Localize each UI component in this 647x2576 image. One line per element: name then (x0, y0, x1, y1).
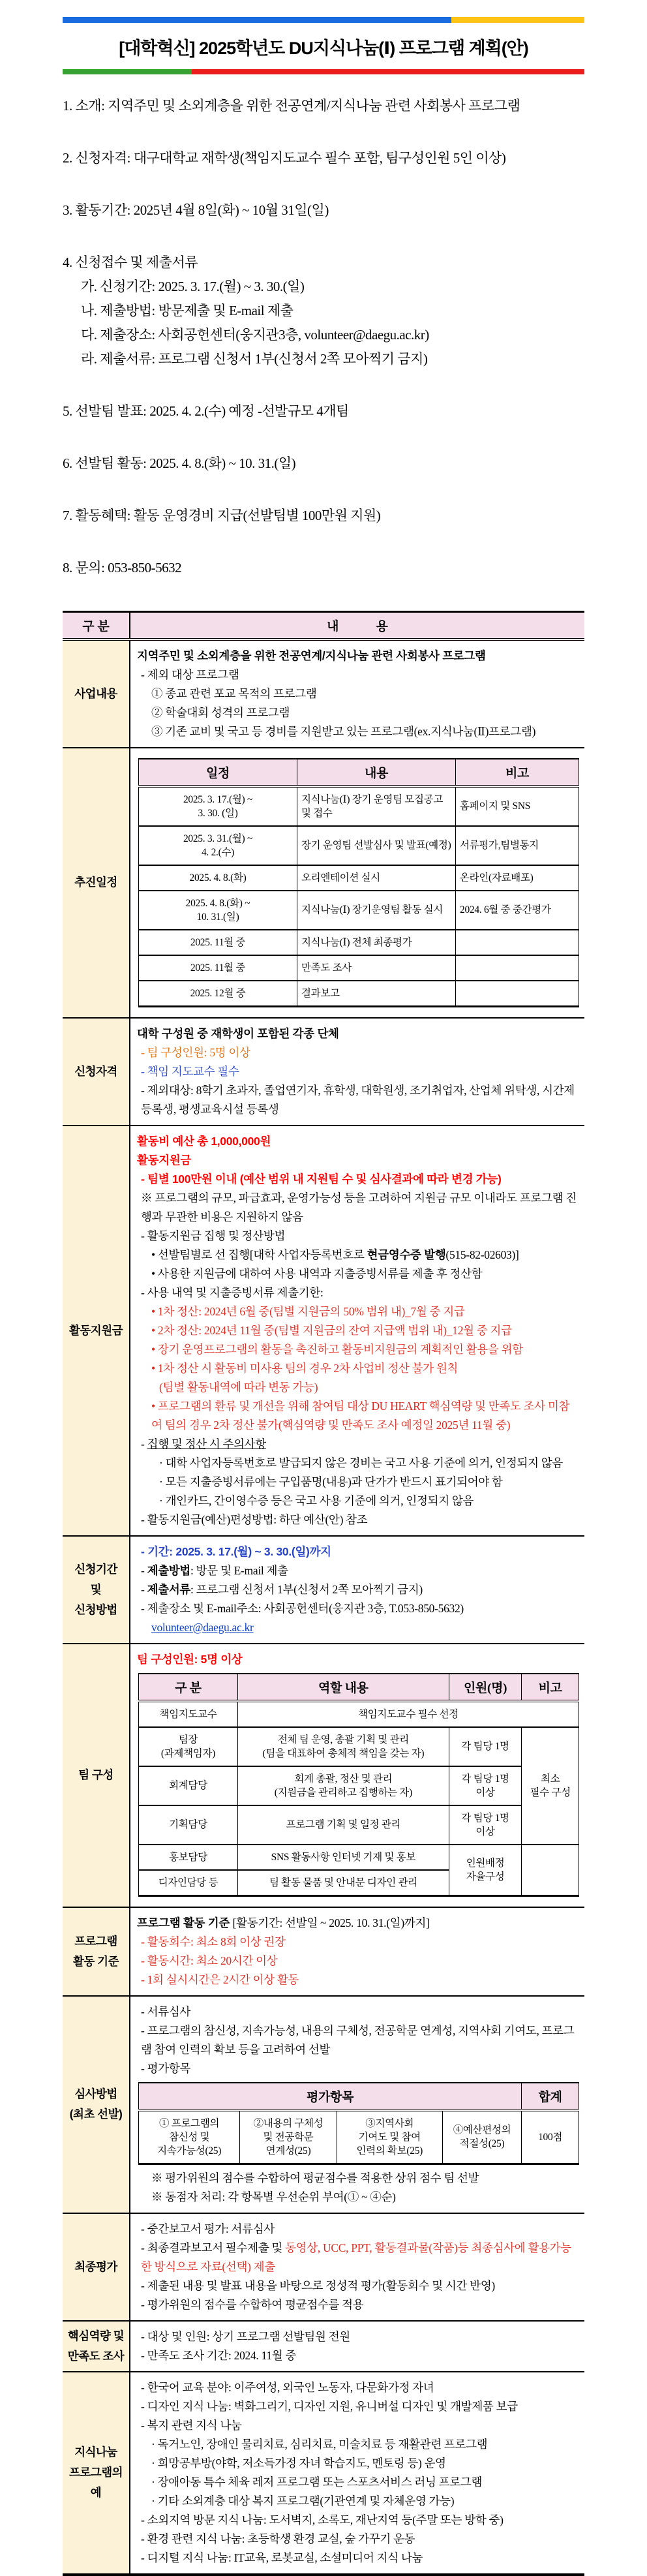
inner-header-cell: 평가항목 (139, 2083, 522, 2110)
intro-item: 8. 문의: 053-850-5632 (63, 560, 182, 575)
content-line (136, 1914, 579, 1933)
title-underline-bar (63, 69, 584, 74)
content-line (136, 2327, 579, 2346)
text-segment: - 활동시간: 최소 20시간 이상 (141, 1954, 278, 1967)
text-segment: 현금영수증 발행 (367, 1248, 446, 1261)
content-line (136, 1618, 579, 1637)
inner-cell: 만족도 조사 (297, 955, 456, 981)
top-accent-bar (63, 17, 584, 23)
text-segment: : 방문 및 E-mail 제출 (190, 1563, 288, 1577)
text-segment: 활동지원금 (137, 1153, 192, 1167)
inner-cell (456, 955, 579, 981)
inner-cell: 지식나눔(Ⅰ) 장기 운영팀 모집공고 및 접수 (297, 786, 456, 826)
inner-cell: 결과보고 (297, 981, 456, 1007)
email-link[interactable]: volunteer@daegu.ac.kr (151, 1620, 254, 1634)
text-segment: - 환경 관련 지식 나눔: 초등학생 환경 교실, 숲 가꾸기 운동 (141, 2532, 415, 2545)
inner-cell: 100점 (522, 2110, 579, 2164)
text-segment: · 희망공부방(야학, 저소득가정 자녀 학습지도, 멘토링 등) 운영 (151, 2456, 446, 2470)
row-content (130, 1536, 584, 1644)
inner-row (139, 891, 579, 930)
inner-cell: 장기 운영팀 선발심사 및 발표(예정) (297, 826, 456, 865)
row-label: 활동지원금 (63, 1126, 130, 1536)
row-content (130, 2213, 584, 2321)
text-segment: ③ 기존 교비 및 국고 등 경비를 지원받고 있는 프로그램(ex.지식나눔(Ⅱ)프로그램) (151, 724, 536, 738)
content-line (136, 1302, 579, 1321)
content-line (136, 1265, 579, 1283)
intro-item: 1. 소개: 지역주민 및 소외계층을 위한 전공연계/지식나눔 관련 사회봉사 프로그램 (63, 98, 520, 114)
inner-header-cell: 역할 내용 (237, 1674, 449, 1701)
inner-row (139, 930, 579, 955)
inner-header-cell: 비고 (456, 759, 579, 786)
inner-row (139, 786, 579, 826)
text-segment: 대학 구성원 중 재학생이 포함된 각종 단체 (137, 1026, 339, 1040)
content-line (136, 1227, 579, 1246)
row-content (130, 639, 584, 748)
content-line (136, 1246, 579, 1265)
text-segment: - (141, 1582, 147, 1596)
intro-item: 5. 선발팀 발표: 2025. 4. 2.(수) 예정 -선발규모 4개팀 (63, 403, 349, 419)
intro-item: 가. 신청기간: 2025. 3. 17.(월) ~ 3. 30.(일) (81, 279, 305, 294)
content-line (136, 1189, 579, 1227)
content-line (136, 1970, 579, 1989)
content-line (136, 2002, 579, 2021)
text-segment: · 장애아동 특수 체육 레저 프로그램 또는 스포츠서비스 러닝 프로그램 (151, 2475, 483, 2489)
text-segment: - 서류심사 (141, 2004, 191, 2018)
inner-row (139, 955, 579, 981)
content-line (136, 703, 579, 722)
text-segment: - 사용 내역 및 지출증빙서류 제출기한: (141, 1285, 324, 1299)
content-line (136, 1024, 579, 1043)
row-label: 신청기간 및 신청방법 (63, 1536, 130, 1644)
text-segment: - 활동회수: 최소 8회 이상 권장 (141, 1935, 286, 1948)
content-line (136, 647, 579, 666)
content-line (136, 1561, 579, 1580)
content-line (136, 2397, 579, 2416)
text-segment: ※ 평가위원의 점수를 수합하여 평균점수를 적용한 상위 점수 팀 선발 (151, 2171, 479, 2185)
text-segment: - 기간: 2025. 3. 17.(월) ~ 3. 30.(일)까지 (141, 1544, 331, 1558)
inner-cell: 기획담당 (139, 1805, 238, 1845)
inner-row (139, 826, 579, 865)
row-content (130, 2321, 584, 2372)
content-line (136, 1170, 579, 1189)
table-row (63, 1644, 584, 1907)
inner-cell: 팀장 (과제책임자) (139, 1727, 238, 1766)
text-segment: (팀별 활동내역에 따라 변동 가능) (159, 1380, 318, 1394)
document-page (63, 0, 584, 2576)
content-line (136, 1132, 579, 1151)
table-row (63, 639, 584, 748)
text-segment: (515-82-02603)] (445, 1248, 519, 1261)
content-line (136, 2346, 579, 2365)
text-segment: - 제외 대상 프로그램 (141, 667, 239, 681)
inner-cell: 최소 필수 구성 (522, 1727, 579, 1845)
text-segment: • 2차 정산: 2024년 11월 중(팀별 지원금의 잔여 지급액 범위 내)_12월 중 지급 (151, 1323, 512, 1337)
intro-item: 2. 신청자격: 대구대학교 재학생(책임지도교수 필수 포함, 팀구성인원 5인 이상) (63, 150, 506, 166)
inner-cell: 인원배정 자율구성 (449, 1845, 521, 1896)
text-segment: • 1차 정산: 2024년 6월 중(팀별 지원금의 50% 범위 내)_7월 중 지급 (151, 1304, 465, 1318)
inner-cell: 지식나눔(Ⅰ) 장기운영팀 활동 실시 (297, 891, 456, 930)
text-segment: - 디자인 지식 나눔: 벽화그리기, 디자인 지원, 유니버설 디자인 및 개발제품 보급 (141, 2399, 518, 2413)
inner-cell: 2025. 11월 중 (139, 955, 297, 981)
row-content (130, 1907, 584, 1996)
inner-row (139, 1845, 579, 1870)
inner-cell: SNS 활동사항 인터넷 기재 및 홍보 (237, 1845, 449, 1870)
row-label: 최종평가 (63, 2213, 130, 2321)
content-line (136, 2435, 579, 2454)
content-line (136, 1454, 579, 1473)
text-segment: - 만족도 조사 기간: 2024. 11월 중 (141, 2348, 297, 2362)
text-segment: - (141, 1437, 147, 1450)
inner-cell: 2025. 11월 중 (139, 930, 297, 955)
table-row (63, 1996, 584, 2213)
text-segment: 제출서류 (147, 1582, 191, 1596)
row-label: 심사방법 (최초 선발) (63, 1996, 130, 2213)
table-row (63, 1018, 584, 1126)
content-line (136, 1933, 579, 1952)
text-segment: - 소외지역 방문 지식 나눔: 도서벽지, 소록도, 재난지역 등(주말 또는 방학 중) (141, 2513, 504, 2526)
row-content (130, 1126, 584, 1536)
inner-cell: 각 팀당 1명 이상 (449, 1766, 521, 1805)
content-line (136, 2416, 579, 2435)
row-label: 팀 구성 (63, 1644, 130, 1907)
inner-header-cell: 구 분 (139, 1674, 238, 1701)
inner-cell: 책임지도교수 (139, 1701, 238, 1727)
content-line (136, 2511, 579, 2530)
inner-cell (456, 930, 579, 955)
content-line (136, 1283, 579, 1302)
text-segment: - 제외대상: 8학기 초과자, 졸업연기자, 휴학생, 대학원생, 조기취업자, 산업체 위탁생, 시간제 등록생, 평생교육시설 등록생 (141, 1083, 575, 1116)
content-line (136, 1650, 579, 1669)
inner-cell (456, 981, 579, 1007)
inner-cell: 2025. 3. 31.(월) ~ 4. 2.(수) (139, 826, 297, 865)
content-line (136, 1081, 579, 1119)
inner-cell: 2024. 6월 중 중간평가 (456, 891, 579, 930)
text-segment: - 대상 및 인원: 상기 프로그램 선발팀원 전원 (141, 2329, 350, 2343)
text-segment: • 프로그램의 환류 및 개선을 위해 참여팀 대상 DU HEART 핵심역량 및 만족도 조사 미참여 팀의 경우 2차 정산 불가(핵심역량 및 만족도 조사 예정일 2025년 11월 중) (151, 1399, 570, 1432)
top-bar-yellow-segment (451, 17, 584, 23)
header-cell-category: 구 분 (63, 612, 130, 639)
intro-item: 3. 활동기간: 2025년 4월 8일(화) ~ 10월 31일(일) (63, 202, 329, 218)
content-line (136, 2295, 579, 2314)
text-segment: 프로그램 활동 기준 (137, 1916, 233, 1929)
text-segment: · 개인카드, 간이영수증 등은 국고 사용 기준에 의거, 인정되지 않음 (159, 1494, 474, 1507)
table-row (63, 1907, 584, 1996)
text-segment: ※ 동점자 처리: 각 항목별 우선순위 부여(① ~ ④순) (151, 2190, 396, 2203)
text-segment: - 평가위원의 점수를 수합하여 평균점수를 적용 (141, 2297, 364, 2311)
main-table-body (63, 639, 584, 2575)
text-segment: 활동비 예산 총 1,000,000원 (137, 1134, 271, 1148)
inner-header-row (139, 1674, 579, 1701)
content-line (136, 2220, 579, 2239)
content-line (136, 2188, 579, 2207)
top-bar-blue-segment (63, 17, 451, 23)
text-segment: • 사용한 지원금에 대하여 사용 내역과 지출증빙서류를 제출 후 정산함 (151, 1266, 483, 1280)
text-segment: - 팀별 100만원 이내 (예산 범위 내 지원팀 수 및 심사결과에 따라 변경 가능) (141, 1172, 502, 1186)
intro-item: 다. 제출장소: 사회공헌센터(웅지관3층, volunteer@daegu.ac.kr) (81, 327, 429, 343)
inner-cell: 디자인담당 등 (139, 1870, 238, 1896)
text-segment: ② 학술대회 성격의 프로그램 (151, 705, 290, 719)
table-row (63, 2213, 584, 2321)
content-line (136, 1492, 579, 1510)
inner-cell: 회계담당 (139, 1766, 238, 1805)
row-content (130, 1644, 584, 1907)
content-line (136, 1062, 579, 1081)
content-line (136, 1435, 579, 1454)
content-line (136, 684, 579, 703)
page-title: [대학혁신] 2025학년도 DU지식나눔(Ⅰ) 프로그램 계획(안) (119, 38, 528, 58)
inner-cell: ②내용의 구체성 및 전공학문 연계성(25) (240, 2110, 337, 2164)
inner-cell: 전체 팀 운영, 총괄 기획 및 관리 (팀을 대표하여 총체적 책임을 갖는 자) (237, 1727, 449, 1766)
text-segment: - 평가항목 (141, 2061, 191, 2075)
content-line (136, 2277, 579, 2295)
text-segment: - 최종결과보고서 필수제출 및 (141, 2241, 286, 2254)
inner-cell: 홍보담당 (139, 1845, 238, 1870)
table-header-row (63, 612, 584, 639)
content-line (136, 2021, 579, 2059)
text-segment: 집행 및 정산 시 주의사항 (147, 1437, 266, 1450)
text-segment: 지역주민 및 소외계층을 위한 전공연계/지식나눔 관련 사회봉사 프로그램 (137, 649, 486, 662)
inner-header-row (139, 759, 579, 786)
text-segment: - 책임 지도교수 필수 (141, 1064, 239, 1078)
table-row (63, 1126, 584, 1536)
content-line (136, 2530, 579, 2549)
inner-header-cell: 비고 (522, 1674, 579, 1701)
content-line (136, 722, 579, 741)
intro-item: 4. 신청접수 및 제출서류 (63, 254, 198, 270)
inner-cell: 온라인(자료배포) (456, 865, 579, 891)
text-segment: · 모든 지출증빙서류에는 구입품명(내용)과 단가가 반드시 표기되어야 함 (159, 1475, 503, 1488)
row-content (130, 2372, 584, 2575)
inner-header-cell: 내용 (297, 759, 456, 786)
program-detail-table (63, 611, 584, 2576)
inner-table-schedule (138, 758, 579, 1007)
inner-header-row (139, 2083, 579, 2110)
content-line (136, 2239, 579, 2277)
content-line (136, 1397, 579, 1435)
content-line (136, 1510, 579, 1529)
inner-cell: 프로그램 기획 및 일정 관리 (237, 1805, 449, 1845)
row-label: 핵심역량 및 만족도 조사 (63, 2321, 130, 2372)
row-label: 신청자격 (63, 1018, 130, 1126)
inner-cell: 홈페이지 및 SNS (456, 786, 579, 826)
inner-row (139, 865, 579, 891)
row-label: 사업내용 (63, 639, 130, 748)
text-segment: • 장기 운영프로그램의 활동을 촉진하고 활동비지원금의 계획적인 활용을 위함 (151, 1342, 523, 1356)
inner-cell: 회계 총괄, 정산 및 관리 (지원금을 관리하고 집행하는 자) (237, 1766, 449, 1805)
inner-cell: 서류평가,팀별통지 (456, 826, 579, 865)
text-segment: · 독거노인, 장애인 물리치료, 심리치료, 미술치료 등 재활관련 프로그램 (151, 2437, 488, 2451)
text-segment: - 디지털 지식 나눔: IT교육, 로봇교실, 소셜미디어 지식 나눔 (141, 2551, 423, 2564)
inner-row (139, 2110, 579, 2164)
underline-bar-green-segment (63, 69, 192, 74)
inner-table-eval (138, 2082, 579, 2165)
content-line (136, 1542, 579, 1561)
inner-cell: 2025. 12월 중 (139, 981, 297, 1007)
text-segment: - (141, 1563, 147, 1577)
inner-cell: 팀 활동 물품 및 안내문 디자인 관리 (237, 1870, 449, 1896)
inner-cell: 책임지도교수 필수 선정 (237, 1701, 579, 1727)
text-segment: - 프로그램의 참신성, 지속가능성, 내용의 구체성, 전공학문 연계성, 지역사회 기여도, 프로그램 참여 인력의 확보 등을 고려하여 선발 (141, 2023, 575, 2056)
inner-cell (522, 1845, 579, 1896)
text-segment: · 기타 소외계층 대상 복지 프로그램(기관연계 및 자체운영 가능) (151, 2494, 455, 2507)
intro-list (63, 97, 584, 577)
inner-row (139, 1701, 579, 1727)
inner-row (139, 1766, 579, 1805)
text-segment: - 제출장소 및 E-mail주소: 사회공헌센터(웅지관 3층, T.053-850-5632) (141, 1601, 464, 1615)
inner-cell: 각 팀당 1명 이상 (449, 1805, 521, 1845)
content-line (136, 2454, 579, 2473)
intro-item: 라. 제출서류: 프로그램 신청서 1부(신청서 2쪽 모아찍기 금지) (81, 351, 428, 367)
text-segment: - 활동지원금 집행 및 정산방법 (141, 1229, 286, 1242)
inner-cell: 오리엔테이션 실시 (297, 865, 456, 891)
content-line (136, 1321, 579, 1340)
content-line (136, 2378, 579, 2397)
row-label: 프로그램 활동 기준 (63, 1907, 130, 1996)
text-segment: - 한국어 교육 분야: 이주여성, 외국인 노동자, 다문화가정 자녀 (141, 2380, 434, 2394)
text-segment: - 복지 관련 지식 나눔 (141, 2418, 242, 2432)
inner-cell: 지식나눔(Ⅰ) 전체 최종평가 (297, 930, 456, 955)
table-row (63, 2372, 584, 2575)
intro-item: 6. 선발팀 활동: 2025. 4. 8.(화) ~ 10. 31.(일) (63, 455, 296, 471)
content-line (136, 1359, 579, 1378)
text-segment: - 중간보고서 평가: 서류심사 (141, 2222, 275, 2235)
row-label: 지식나눔 프로그램의 예 (63, 2372, 130, 2575)
content-line (136, 1599, 579, 1618)
underline-bar-red-segment (192, 69, 584, 74)
row-content (130, 748, 584, 1018)
header-cell-content: 내 용 (130, 612, 584, 639)
inner-cell: ① 프로그램의 참신성 및 지속가능성(25) (139, 2110, 240, 2164)
row-content (130, 1018, 584, 1126)
text-segment: • 선발팀별로 선 집행[대학 사업자등록번호로 (151, 1248, 367, 1261)
inner-header-cell: 합계 (522, 2083, 579, 2110)
content-line (136, 666, 579, 684)
content-line (136, 2492, 579, 2511)
text-segment: 팀 구성인원: 5명 이상 (137, 1652, 243, 1666)
text-segment: - 제출된 내용 및 발표 내용을 바탕으로 정성적 평가(활동회수 및 시간 반영) (141, 2278, 495, 2292)
inner-cell: 2025. 3. 17.(월) ~ 3. 30. (일) (139, 786, 297, 826)
intro-item: 나. 제출방법: 방문제출 및 E-mail 제출 (81, 303, 293, 318)
text-segment: • 1차 정산 시 활동비 미사용 팀의 경우 2차 사업비 정산 불가 원칙 (151, 1361, 459, 1375)
inner-row (139, 1805, 579, 1845)
content-line (136, 1151, 579, 1170)
text-segment: - 활동지원금(예산)편성방법: 하단 예산(안) 참조 (141, 1512, 368, 1526)
row-label: 추진일정 (63, 748, 130, 1018)
text-segment: 제출방법 (147, 1563, 191, 1577)
text-segment: ① 종교 관련 포교 목적의 프로그램 (151, 686, 317, 700)
content-line (136, 1580, 579, 1599)
inner-cell: 2025. 4. 8.(화) (139, 865, 297, 891)
inner-row (139, 981, 579, 1007)
text-segment: : 프로그램 신청서 1부(신청서 2쪽 모아찍기 금지) (190, 1582, 423, 1596)
content-line (136, 1340, 579, 1359)
text-segment: ※ 프로그램의 규모, 파급효과, 운영가능성 등을 고려하여 지원금 규모 이내라도 프로그램 진행과 무관한 비용은 지원하지 않음 (141, 1191, 577, 1223)
content-line (136, 1952, 579, 1970)
inner-table-team (138, 1673, 579, 1897)
text-segment: [활동기간: 선발일 ~ 2025. 10. 31.(일)까지] (232, 1916, 430, 1929)
text-segment: 동영상, UCC, PPT, 활동결과물(작품)등 최종심사에 활용가능한 방식으로 자료(선택) 제출 (141, 2241, 571, 2273)
content-line (136, 1473, 579, 1492)
content-line (136, 1378, 579, 1397)
content-line (136, 2059, 579, 2078)
inner-cell: ④예산편성의 적절성(25) (442, 2110, 522, 2164)
content-line (136, 2473, 579, 2492)
intro-item: 7. 활동혜택: 활동 운영경비 지급(선발팀별 100만원 지원) (63, 508, 381, 523)
inner-cell: 각 팀당 1명 (449, 1727, 521, 1766)
table-row (63, 748, 584, 1018)
row-content (130, 1996, 584, 2213)
table-row (63, 1536, 584, 1644)
text-segment: - 팀 구성인원: 5명 이상 (141, 1045, 250, 1059)
inner-row (139, 1727, 579, 1766)
inner-cell: ③지역사회 기여도 및 참여 인력의 확보(25) (337, 2110, 442, 2164)
inner-cell: 2025. 4. 8.(화) ~ 10. 31.(일) (139, 891, 297, 930)
inner-header-cell: 일정 (139, 759, 297, 786)
inner-header-cell: 인원(명) (449, 1674, 521, 1701)
content-line (136, 2549, 579, 2568)
content-line (136, 2169, 579, 2188)
table-row (63, 2321, 584, 2372)
text-segment: · 대학 사업자등록번호로 발급되지 않은 경비는 국고 사용 기준에 의거, 인정되지 않음 (159, 1456, 563, 1469)
content-line (136, 1043, 579, 1062)
text-segment: - 1회 실시시간은 2시간 이상 활동 (141, 1972, 299, 1986)
